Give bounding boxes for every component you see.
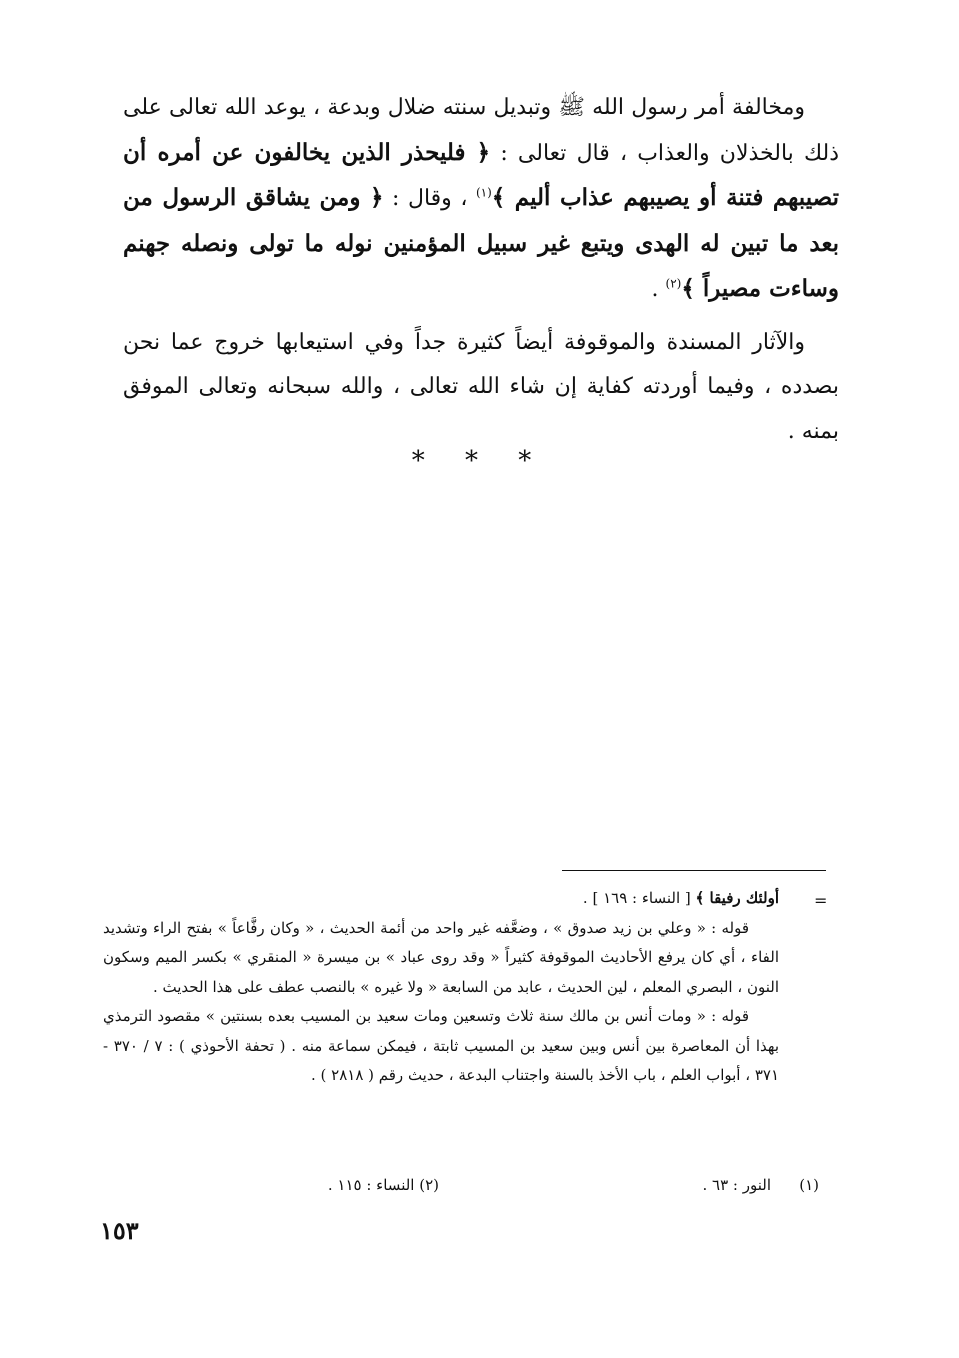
quran-quote-2: ﴿ ومن يشاقق الرسول من بعد ما تبين له الهدى ويتبع غير سبيل المؤمنين نوله ما تولى ونصله جهنم وساءت مصيراً ﴾ bbox=[123, 184, 839, 302]
footnote-divider bbox=[562, 870, 826, 871]
footnote-ref-2: (٢) bbox=[665, 276, 682, 291]
footnote-ref-1: (١) bbox=[475, 185, 492, 200]
text-run: . bbox=[651, 277, 659, 302]
footnote-1-text: النور : ٦٣ . bbox=[702, 1176, 771, 1194]
quran-quote-1: ﴿ فليحذر الذين يخالفون عن أمره أن تصيبهم فتنة أو يصيبهم عذاب أليم ﴾ bbox=[123, 138, 839, 211]
page-number: ١٥٣ bbox=[100, 1216, 139, 1245]
text-run: [ النساء : ١٦٩ ] . bbox=[582, 889, 691, 907]
footnote-para-1: قوله : « وعلي بن زيد صدوق » ، وضعَّفه غير واحد من أئمة الحديث ، « وكان رفَّاعاً » بفتح الراء وتشديد الفاء ، أي كان يرفع الأحاديث الموقوفة كثيراً « وقد روى عباد » بن ميسرة « المنقري » بكسر الميم وسكون النون ، البصري المعلم ، لين الحديث ، عابد من السابعة « ولا غيره » بالنصب عطف على هذا الحديث . bbox=[103, 918, 779, 996]
paragraph-1 bbox=[123, 86, 839, 313]
footnotes bbox=[103, 884, 779, 1091]
footnote-para-2: قوله : « ومات أنس بن مالك سنة ثلاث وتسعين ومات سعيد بن المسيب بعده بسنتين » مقصود الترمذي بهذا أن المعاصرة بين أنس وبين سعيد بن المسيب ثابتة ، فيمكن سماعة منه . ( تحفة الأحوذي ) : ٧ / ٣٧٠ - ٣٧١ ، أبواب العلم ، باب الأخذ بالسنة واجتناب البدعة ، حديث رقم ( ٢٨١٨ ) . bbox=[103, 1007, 779, 1084]
section-separator: * * * bbox=[411, 446, 548, 476]
footnote-continuation bbox=[103, 884, 779, 914]
quote-end: أولئك رفيقا ﴾ bbox=[695, 889, 779, 907]
footnote-1-number: (١) bbox=[799, 1176, 819, 1194]
main-text bbox=[123, 86, 839, 454]
footnote-2-text: (٢) النساء : ١١٥ . bbox=[327, 1176, 439, 1194]
text-run: ، وقال : bbox=[392, 186, 468, 211]
continuation-mark: = bbox=[814, 891, 828, 910]
paragraph-2: والآثار المسندة والموقوفة أيضاً كثيرة جداً وفي استيعابها خروج عما نحن بصدده ، وفيما أوردته كفاية إن شاء الله تعالى ، والله سبحانه وتعالى الموفق بمنه . bbox=[123, 329, 839, 444]
text-run: ومخالفة أمر رسول الله ﷺ وتبديل سنته ضلال وبدعة ، يوعد الله تعالى على ذلك بالخذلان والعذاب ، قال تعالى : bbox=[123, 95, 839, 166]
